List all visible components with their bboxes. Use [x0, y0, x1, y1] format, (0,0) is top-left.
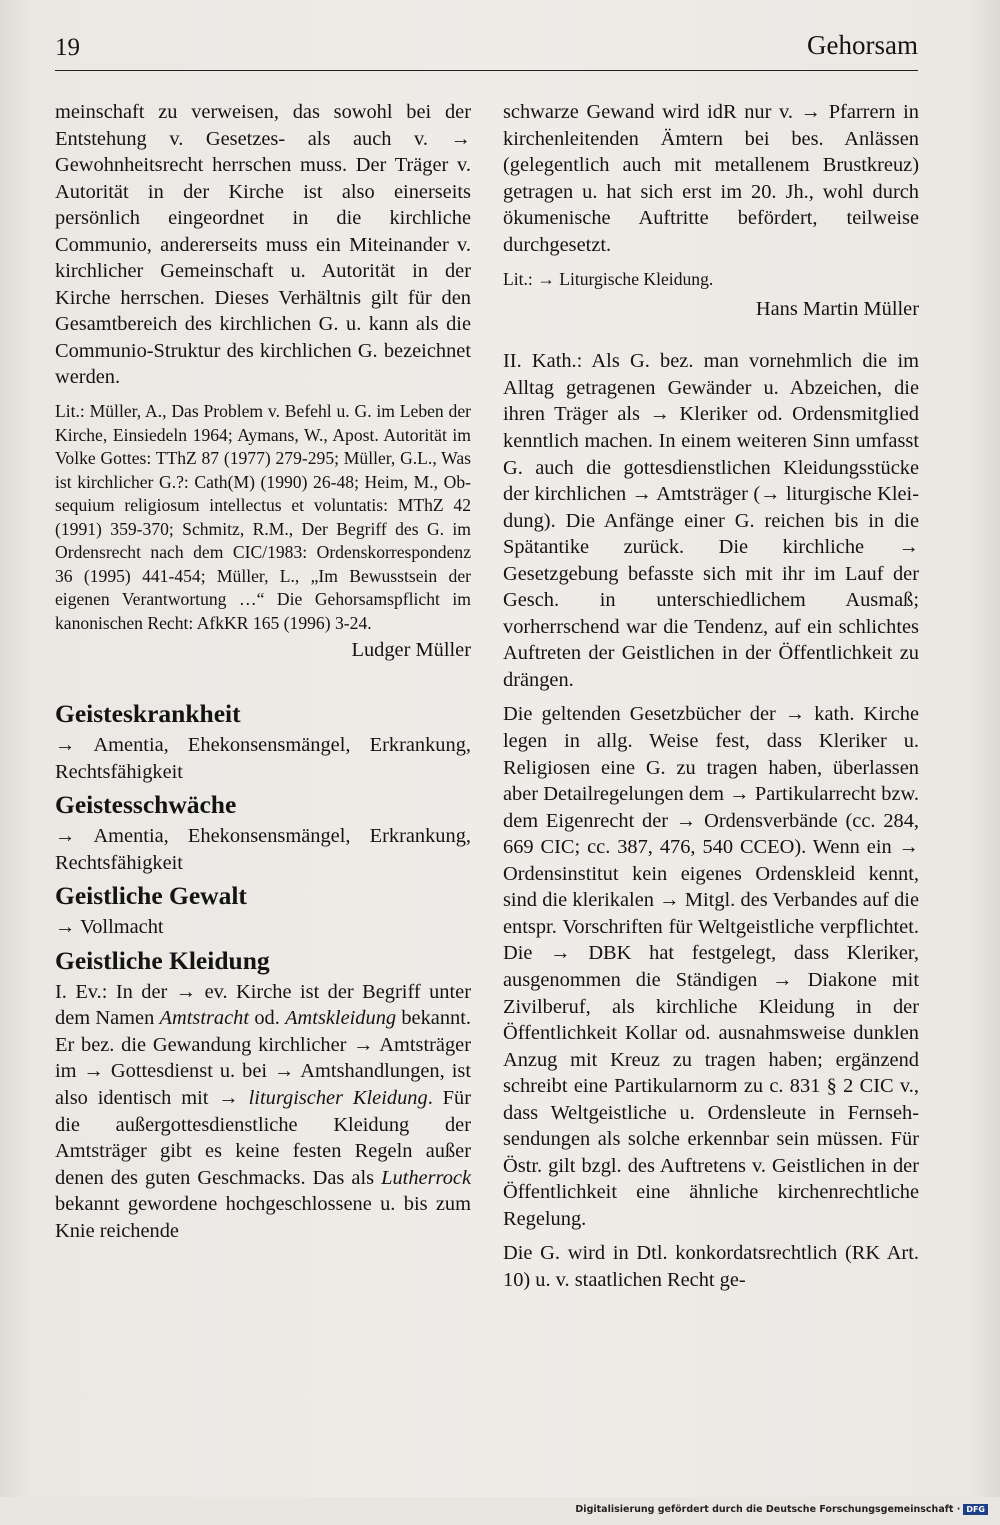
cross-reference: → Amentia, Ehekonsensmängel, Erkrankung, Rechtsfähigkeit — [55, 734, 471, 783]
running-header — [55, 30, 918, 71]
ev-paragraph-continued: schwarze Gewand wird idR nur v. → Pfarrern in kirchenleitenden Ämtern bei bes. Anlässen (gelegentlich auch mit metallenem Brustkreuz) getragen u. hat sich erst im 20. Jh., wohl durch ökumenische Auftritte befördert, teilweise durchgesetzt. — [503, 101, 919, 256]
cross-reference: → Vollmacht — [55, 916, 164, 939]
running-title: Gehorsam — [807, 30, 918, 60]
ev-italic-term: Amtskleidung — [285, 1007, 397, 1030]
section-ev-paragraph — [55, 979, 471, 1244]
ev-text: . Für die außergottesdienstliche Kleidung der Amtsträger gibt es keine festen Regeln außer denen des guten Geschmacks. Das als — [55, 1086, 472, 1189]
digitization-footer — [575, 1504, 988, 1515]
footer-credit: Digitalisierung gefördert durch die Deutsche Forschungsgemeinschaft · — [575, 1504, 961, 1515]
ev-italic-term: Lutherrock — [381, 1166, 471, 1189]
author-signature: Ludger Müller — [351, 639, 471, 662]
body-paragraph: Die geltenden Gesetzbücher der → kath. Kirche legen in allg. Weise fest, dass Kleriker u. Religiosen eine G. zu tragen haben, überlassen aber Detailregelungen dem → Partikularrecht bzw. dem Eigenrecht der → Ordensverbände (cc. 284, 669 CIC; cc. 387, 476, 540 CCEO). Wenn ein → Ordensinstitut kein eigenes Ordenskleid kennt, sind die klerikalen → Mitgl. des Verbandes auf die entspr. Vorschriften für Weltgeistliche verpflichtet. Die → DBK hat festgelegt, dass Kleriker, ausgenommen die Ständigen → Diakone mit Zivilberuf, als kirchliche Kleidung in der Öffentlichkeit Kollar od. ausnahmsweise dunklen Anzug mit Kreuz zu tragen haben; ergänzend schreibt eine Partikularnorm zu c. 831 § 2 CIC v., dass Weltgeistliche u. Ordensleute in Fernsehsendungen als solche erkennbar sein müssen. Für Östr. gilt bzgl. des Auftretens v. Geistlichen in der Öffentlichkeit eine ähnliche kirchenrechtliche Regelung. — [503, 703, 919, 1230]
dfg-logo: DFG — [963, 1504, 988, 1515]
ev-text: od. — [249, 1007, 286, 1030]
ev-text: I. Ev.: In der → ev. Kirche ist der Begriff unter dem Namen — [55, 980, 471, 1030]
entry-heading-geistliche-kleidung: Geistliche Kleidung — [55, 945, 270, 975]
ev-text: bekannt gewordene hochgeschlossene u. bis zum Knie reichende — [55, 1193, 471, 1242]
right-column — [503, 99, 919, 1294]
entry-heading-geistesschwaeche: Geistesschwäche — [55, 790, 237, 820]
entry-heading-geistliche-gewalt: Geistliche Gewalt — [55, 881, 247, 911]
body-paragraph: Die G. wird in Dtl. konkordatsrechtlich (RK Art. 10) u. v. staatlichen Recht ge- — [503, 1242, 919, 1291]
author-signature: Hans Martin Müller — [755, 297, 919, 320]
literature-list: Lit.: → Liturgische Kleidung. — [503, 269, 714, 290]
entry-heading-geisteskrankheit: Geisteskrankheit — [55, 699, 241, 729]
page-number: 19 — [55, 34, 80, 61]
continued-paragraph: meinschaft zu verweisen, das sowohl bei der Entstehung v. Gesetzes- als auch v. → Gewohnheitsrecht herrschen muss. Der Träger v. Autorität in der Kirche ist also einerseits persönlich eingeordnet in die kirchliche Communio, andererseits muss ein Miteinander v. kirchlicher Gemeinschaft u. Autorität in der Kirche herrschen. Dieses Verhältnis gilt für den Gesamtbereich des kirchlichen G. u. kann als die Communio-Struktur des kirchlichen G. bezeichnet werden. — [55, 101, 471, 389]
ev-italic-term: Amtstracht — [159, 1007, 250, 1030]
literature-list: Lit.: Müller, A., Das Problem v. Befehl u. G. im Leben der Kirche, Einsiedeln 1964; Aymans, W., Apost. Autorität im Volke Gottes: TThZ 87 (1977) 279-295; Müller, G.L., Was ist kirchlicher G.?: Cath(M) (1990) 26-48; Heim, M., Obsequium religiosum intellectus et voluntatis: MThZ 42 (1991) 359-370; Schmitz, R.M., Der Begriff des G. im Ordensrecht nach dem CIC/1983: Ordenskorrespondenz 36 (1995) 441-454; Müller, L., „Im Bewusstsein der eigenen Verantwortung …“ Die Gehorsamspflicht im kanonischen Recht: AfkKR 165 (1996) 3-24. — [55, 401, 471, 633]
section-kath-paragraph: II. Kath.: Als G. bez. man vornehmlich die im Alltag getragenen Gewänder u. Abzeichen, die ihren Träger als → Kleriker od. Ordensmitglied kenntlich machen. In einem weiteren Sinn umfasst G. auch die gottesdienstlichen Kleidungsstücke der kirchlichen → Amtsträger (→ liturgische Kleidung). Die Anfänge einer G. reichen bis in die Spätantike zurück. Die kirchliche → Gesetzgebung befasste sich mit ihr im Lauf der Gesch. in unterschiedlichem Ausmaß; vorherrschend war die Tendenz, auf ein schlichtes Auftreten der Geistlichen in der Öffentlichkeit zu drängen. — [503, 350, 919, 691]
cross-reference: → Amentia, Ehekonsensmängel, Erkrankung, Rechtsfähigkeit — [55, 825, 471, 874]
left-column — [55, 99, 471, 1244]
ev-italic-term: liturgischer Kleidung — [248, 1086, 428, 1109]
ev-text: bekannt. Er bez. die Gewandung kirchlicher → Amtsträger im → Gottesdienst u. bei → Amtshandlungen, ist also identisch mit → — [55, 1007, 472, 1109]
